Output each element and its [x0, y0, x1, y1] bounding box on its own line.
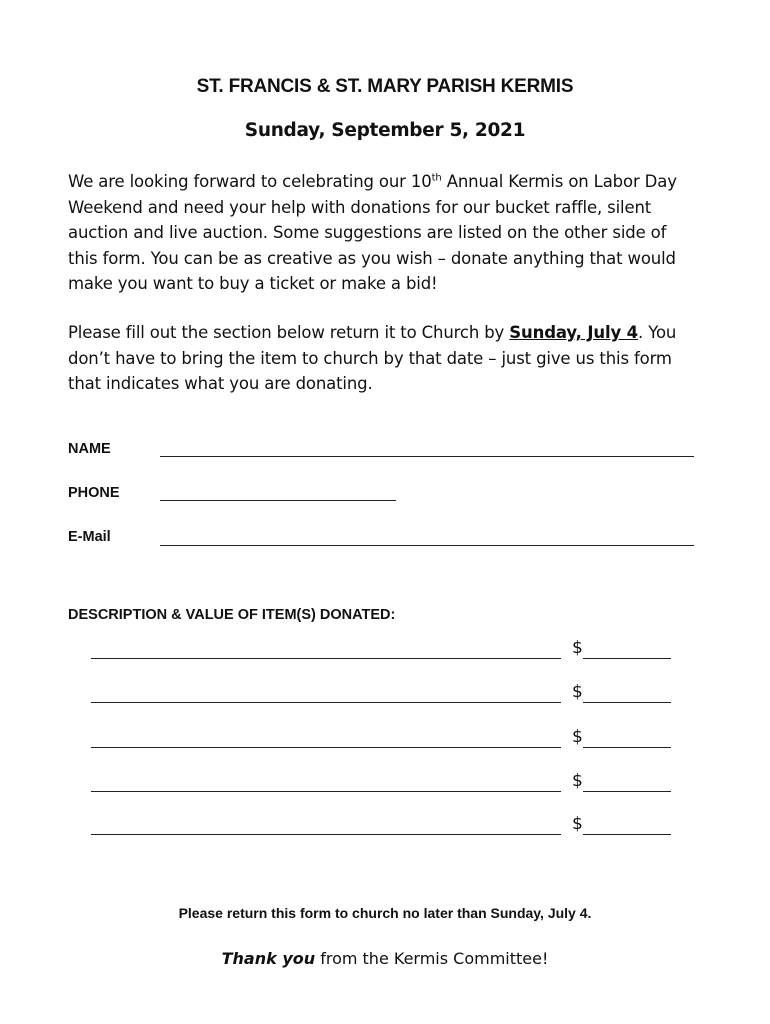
intro-paragraph: [68, 169, 677, 297]
page-title: ST. FRANCIS & ST. MARY PARISH KERMIS: [196, 76, 574, 97]
instructions-paragraph: [68, 320, 676, 397]
intro-line-2: Weekend and need your help with donations for our bucket raffle, silent: [68, 197, 652, 217]
donations-heading: DESCRIPTION & VALUE OF ITEM(S) DONATED:: [68, 607, 396, 623]
item-description-field-5[interactable]: [91, 834, 561, 835]
currency-symbol-4: $: [572, 771, 583, 791]
email-label: E-Mail: [68, 529, 111, 545]
intro-line-3: auction and live auction. Some suggestions are listed on the other side of: [68, 223, 667, 242]
currency-symbol-2: $: [572, 682, 583, 702]
thank-you-rest: from the Kermis Committee!: [315, 949, 549, 968]
name-field[interactable]: [160, 456, 694, 457]
item-value-field-3[interactable]: [583, 747, 671, 748]
deadline-date: Sunday, July 4: [509, 323, 639, 342]
item-value-field-2[interactable]: [583, 702, 671, 703]
phone-label: PHONE: [68, 485, 120, 501]
thank-you-emphasis: Thank you: [221, 949, 316, 968]
item-value-field-1[interactable]: [583, 658, 671, 659]
intro-line-1: We are looking forward to celebrating our 10th Annual Kermis on Labor Day: [68, 172, 677, 191]
item-description-field-4[interactable]: [91, 791, 561, 792]
event-date: Sunday, September 5, 2021: [244, 120, 526, 141]
instructions-line-2: don’t have to bring the item to church by that date – just give us this form: [68, 348, 672, 368]
return-notice: Please return this form to church no later than Sunday, July 4.: [178, 905, 592, 921]
item-value-field-5[interactable]: [583, 834, 671, 835]
name-label: NAME: [68, 441, 111, 457]
item-description-field-2[interactable]: [91, 702, 561, 703]
thank-you-note: [0, 949, 770, 968]
item-description-field-1[interactable]: [91, 658, 561, 659]
currency-symbol-1: $: [572, 638, 583, 658]
intro-line-5: make you want to buy a ticket or make a bid!: [68, 274, 438, 293]
currency-symbol-5: $: [572, 814, 583, 834]
phone-field[interactable]: [160, 500, 396, 501]
instructions-line-3: that indicates what you are donating.: [68, 374, 373, 393]
item-description-field-3[interactable]: [91, 747, 561, 748]
instructions-line-1: Please fill out the section below return it to Church by Sunday, July 4. You: [68, 323, 677, 342]
email-field[interactable]: [160, 545, 694, 546]
currency-symbol-3: $: [572, 727, 583, 747]
ordinal-suffix: th: [431, 172, 442, 184]
intro-line-4: this form. You can be as creative as you wish – donate anything that would: [68, 248, 676, 268]
item-value-field-4[interactable]: [583, 791, 671, 792]
